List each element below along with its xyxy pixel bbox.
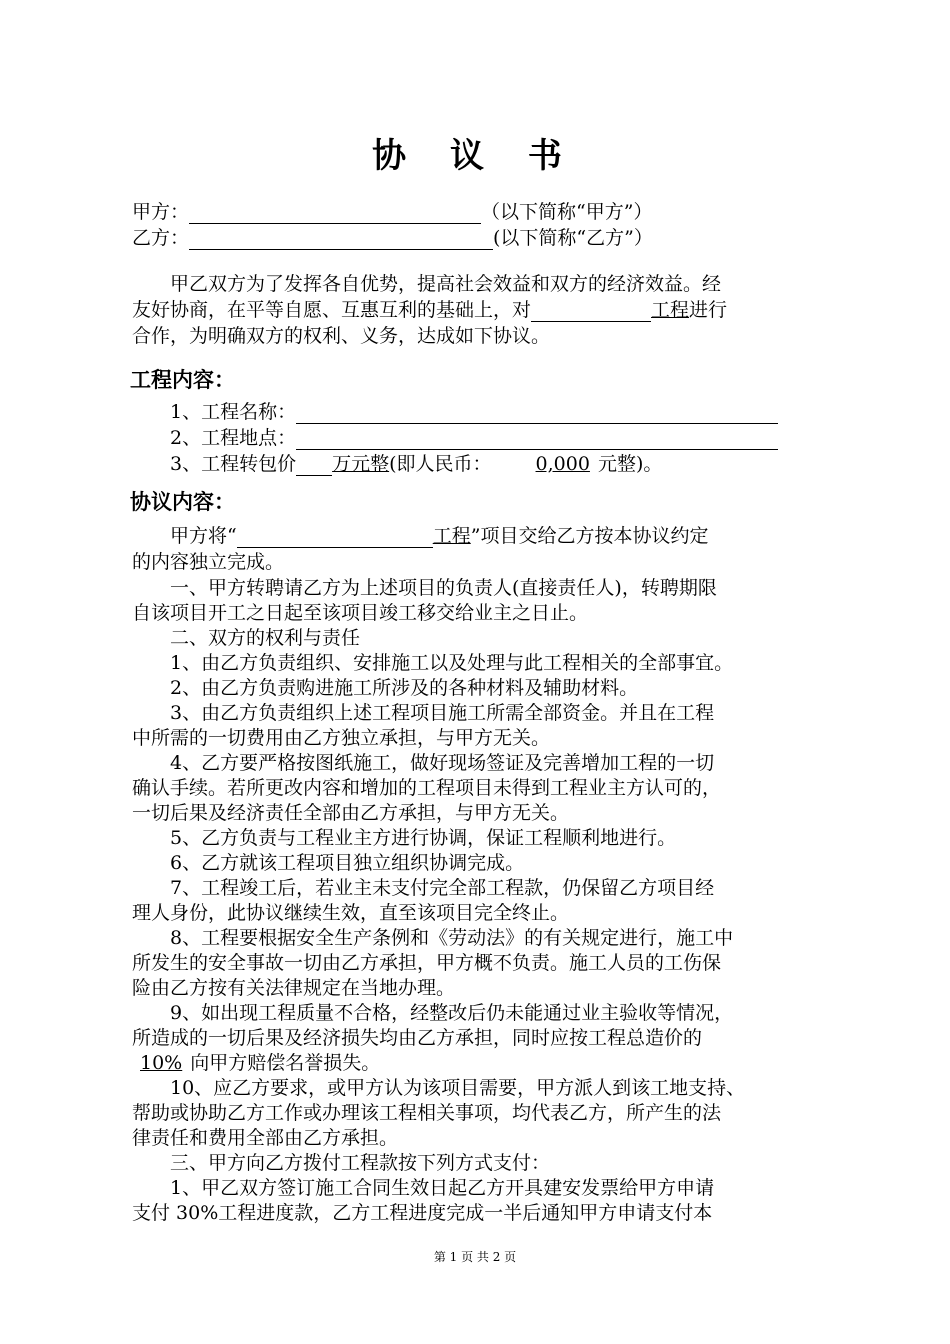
clause-line: 2、由乙方负责购进施工所涉及的各种材料及辅助材料。 [170,677,639,699]
party-a-blank [189,203,481,224]
agreement-lead-end: ”项目交给乙方按本协议约定 [470,525,709,547]
agreement-lead: 甲方将“ [170,525,237,547]
price-unit: 万元整 [332,453,390,475]
party-a-suffix: （以下简称“甲方”） [481,201,653,223]
clause-line: 理人身份，此协议继续生效，直至该项目完全终止。 [132,902,570,924]
agreement-line-0b: 的内容独立完成。 [132,551,285,573]
clause-line: 二、双方的权利与责任 [170,627,361,649]
project-site-line [170,426,778,450]
document-title: 协 议 书 [372,136,578,176]
project-site-label: 2、工程地点： [170,427,297,449]
page-footer: 第 1 页 共 2 页 [433,1250,517,1264]
clause-line: 中所需的一切费用由乙方独立承担，与甲方无关。 [132,727,551,749]
intro-text-end: 进行 [689,299,728,321]
party-a-line [132,200,652,224]
party-b-label: 乙方： [132,227,190,249]
intro-line-1: 甲乙双方为了发挥各自优势，提高社会效益和双方的经济效益。经 [170,273,722,295]
agreement-line-0 [170,524,708,548]
price-rmb-suffix: 元整)。 [597,453,663,475]
clause-line: 所发生的安全事故一切由乙方承担，甲方概不负责。施工人员的工伤保 [132,952,722,974]
clause-line: 1、由乙方负责组织、安排施工以及处理与此工程相关的全部事宜。 [170,652,734,674]
price-blank [296,455,332,476]
clause-line: 7、工程竣工后，若业主未支付完全部工程款，仍保留乙方项目经 [170,877,715,899]
project-name-line [170,400,778,424]
project-site-blank [296,429,778,450]
clause-line: 5、乙方负责与工程业主方进行协调，保证工程顺利地进行。 [170,827,677,849]
party-b-blank [189,229,493,250]
project-name-blank [296,403,778,424]
clause-line: 6、乙方就该工程项目独立组织协调完成。 [170,852,525,874]
intro-line-3: 合作，为明确双方的权利、义务，达成如下协议。 [132,325,551,347]
agreement-project-word: 工程 [432,525,471,547]
clause-line: 1、甲乙双方签订施工合同生效日起乙方开具建安发票给甲方申请 [170,1177,715,1199]
clause-line: 自该项目开工之日起至该项目竣工移交给业主之日止。 [132,602,589,624]
intro-project-word: 工程 [651,299,690,321]
party-a-label: 甲方： [132,201,190,223]
clause-line: 确认手续。若所更改内容和增加的工程项目未得到工程业主方认可的， [132,777,722,799]
clause-line: 9、如出现工程质量不合格，经整改后仍未能通过业主验收等情况， [170,1002,734,1024]
penalty-line [132,1051,380,1075]
intro-text: 友好协商，在平等自愿、互惠互利的基础上，对 [132,299,532,321]
price-rmb-label: (即人民币： [389,453,492,475]
project-price-line [170,452,662,476]
clause-line: 10、应乙方要求，或甲方认为该项目需要，甲方派人到该工地支持、 [170,1077,746,1099]
clause-line: 一切后果及经济责任全部由乙方承担，与甲方无关。 [132,802,570,824]
section-heading-project: 工程内容： [130,368,235,392]
project-name-label: 1、工程名称： [170,401,297,423]
project-blank [531,301,651,322]
clause-line: 三、甲方向乙方拨付工程款按下列方式支付： [170,1152,551,1174]
clause-line: 一、甲方转聘请乙方为上述项目的负责人(直接责任人)，转聘期限 [170,577,717,599]
clause-line: 4、乙方要严格按图纸施工，做好现场签证及完善增加工程的一切 [170,752,715,774]
clause-line: 8、工程要根据安全生产条例和《劳动法》的有关规定进行，施工中 [170,927,734,949]
clause-line: 律责任和费用全部由乙方承担。 [132,1127,399,1149]
agreement-project-blank [237,527,433,548]
intro-line-2 [132,298,727,322]
price-label: 3、工程转包价 [170,453,297,475]
clause-line: 所造成的一切后果及经济损失均由乙方承担，同时应按工程总造价的 [132,1027,703,1049]
party-b-line [132,226,653,250]
clause-line: 支付 30%工程进度款，乙方工程进度完成一半后通知甲方申请支付本 [132,1202,713,1224]
section-heading-agreement: 协议内容： [130,490,235,514]
penalty-percent: 10% [140,1052,183,1074]
penalty-text: 向甲方赔偿名誉损失。 [190,1052,381,1074]
price-rmb-value: 0,000 [535,453,590,475]
clause-line: 帮助或协助乙方工作或办理该工程相关事项，均代表乙方，所产生的法 [132,1102,722,1124]
clause-line: 险由乙方按有关法律规定在当地办理。 [132,977,456,999]
clause-line: 3、由乙方负责组织上述工程项目施工所需全部资金。并且在工程 [170,702,715,724]
party-b-suffix: (以下简称“乙方”） [493,227,653,249]
